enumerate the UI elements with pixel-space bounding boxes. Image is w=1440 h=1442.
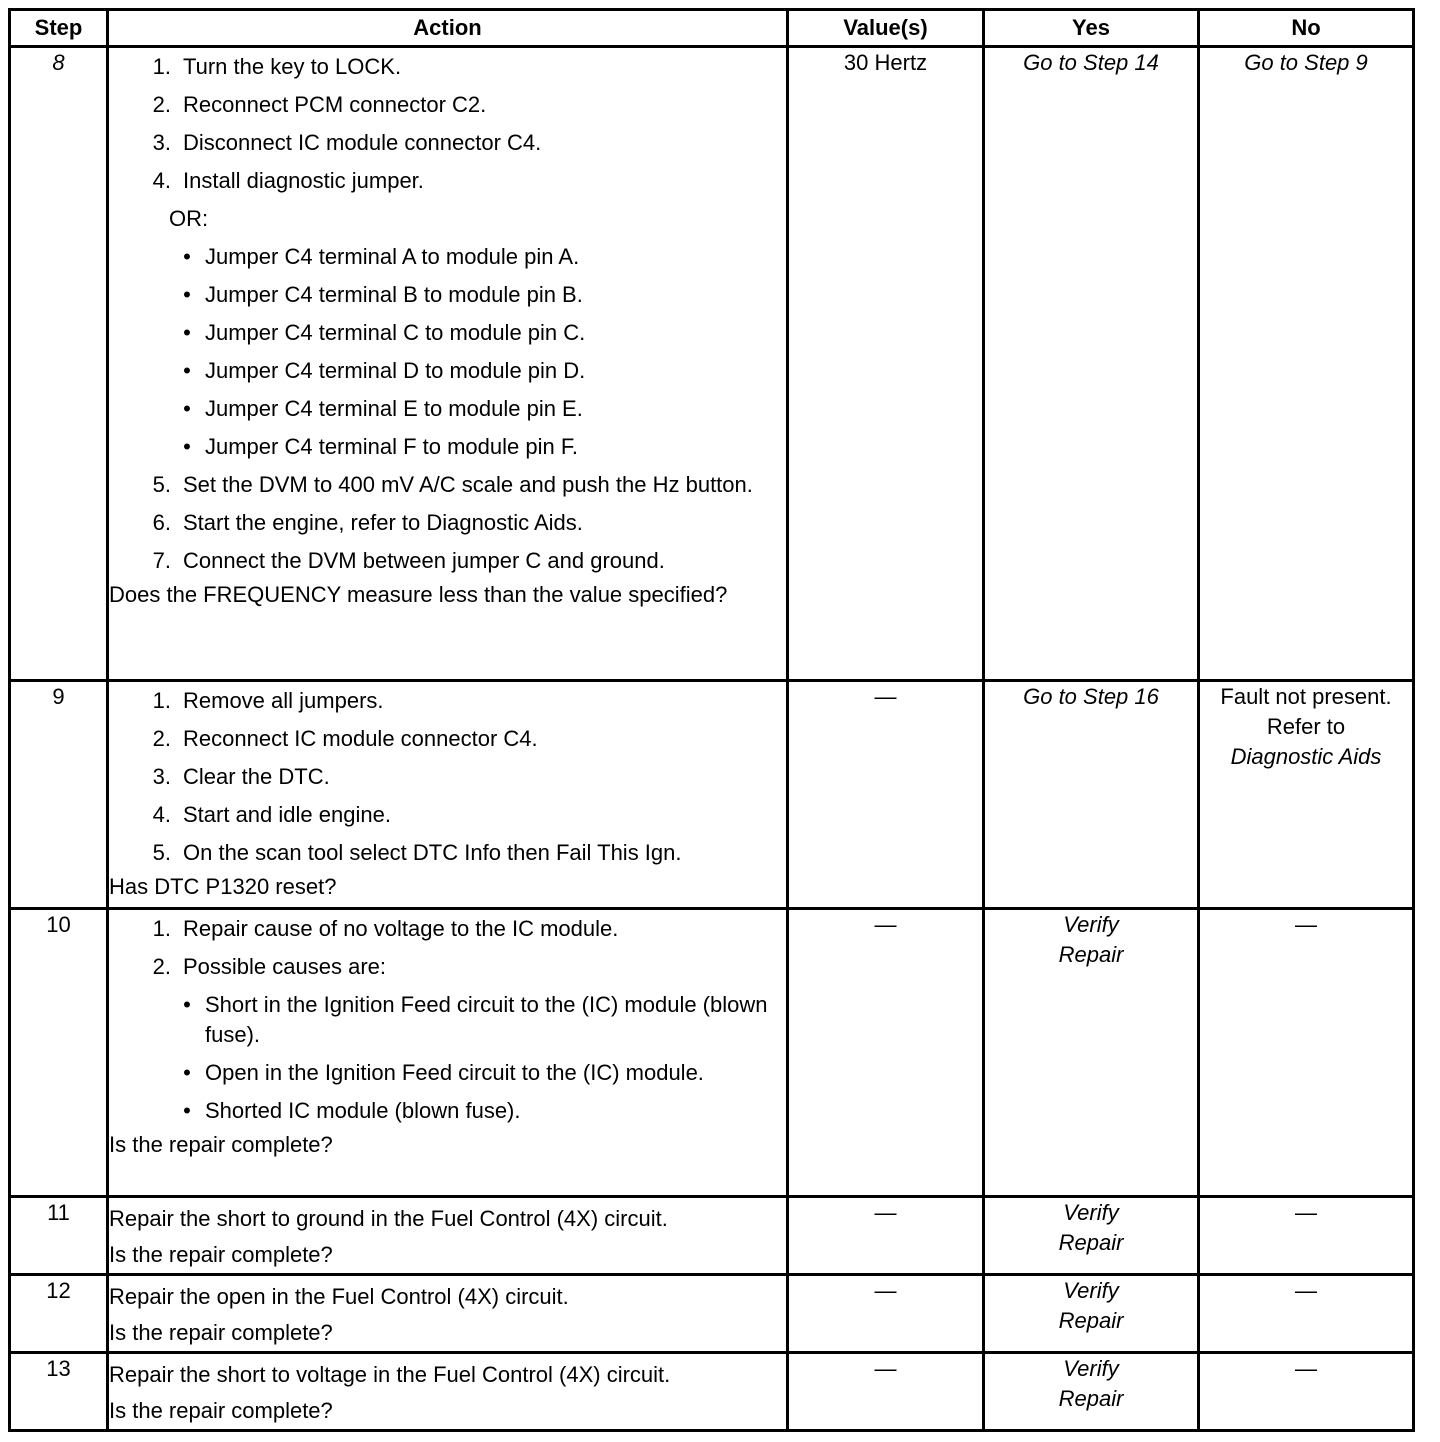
yes-cell: Go to Step 14 <box>984 47 1199 681</box>
list-item: 1. Turn the key to LOCK. <box>152 54 402 79</box>
header-row <box>10 10 1414 47</box>
yes-text-line: Verify <box>1063 1278 1119 1303</box>
bullet-item: • Jumper C4 terminal D to module pin D. <box>183 358 586 383</box>
step-number: 8 <box>10 47 108 681</box>
question: Is the repair complete? <box>109 1320 333 1345</box>
value-cell: — <box>788 1197 984 1275</box>
no-cell <box>1199 681 1414 909</box>
list-item: 2. Possible causes are: <box>152 954 386 979</box>
yes-cell: Go to Step 16 <box>984 681 1199 909</box>
table-row <box>10 681 1414 909</box>
question: Has DTC P1320 reset? <box>109 874 337 899</box>
bullet-item: • Jumper C4 terminal E to module pin E. <box>183 396 583 421</box>
yes-cell <box>984 909 1199 1197</box>
action-text: Repair the short to ground in the Fuel Control (4X) circuit. <box>109 1206 668 1231</box>
step-number: 12 <box>10 1275 108 1353</box>
bullet-item: • Jumper C4 terminal B to module pin B. <box>183 282 583 307</box>
table-row <box>10 909 1414 1197</box>
yes-cell <box>984 1275 1199 1353</box>
yes-cell <box>984 1353 1199 1431</box>
list-item: 5. Set the DVM to 400 mV A/C scale and push the Hz button. <box>152 472 753 497</box>
no-cell: Go to Step 9 <box>1199 47 1414 681</box>
bullet-item: • Shorted IC module (blown fuse). <box>183 1098 521 1123</box>
table-row <box>10 47 1414 681</box>
table-row <box>10 1275 1414 1353</box>
yes-cell <box>984 1197 1199 1275</box>
or-label: OR: <box>169 206 209 231</box>
bullet-item: • Open in the Ignition Feed circuit to the (IC) module. <box>183 1060 704 1085</box>
no-text-line: Refer to <box>1266 714 1346 739</box>
diagnostic-table <box>8 8 1415 1432</box>
yes-text-line: Repair <box>1058 1386 1124 1411</box>
bullet-item: • Jumper C4 terminal A to module pin A. <box>183 244 580 269</box>
list-item: 4. Start and idle engine. <box>152 802 391 827</box>
header-values: Value(s) <box>788 10 984 47</box>
question: Is the repair complete? <box>109 1132 333 1157</box>
table-row <box>10 1353 1414 1431</box>
action-text: Repair the short to voltage in the Fuel Control (4X) circuit. <box>109 1362 671 1387</box>
action-cell <box>108 47 788 681</box>
bullet-item: • Short in the Ignition Feed circuit to the (IC) module (blown fuse). <box>183 992 768 1047</box>
list-item: 3. Clear the DTC. <box>152 764 330 789</box>
step-number: 11 <box>10 1197 108 1275</box>
header-step: Step <box>10 10 108 47</box>
question: Is the repair complete? <box>109 1398 333 1423</box>
list-item: 2. Reconnect IC module connector C4. <box>152 726 538 751</box>
list-item: 3. Disconnect IC module connector C4. <box>152 130 542 155</box>
value-cell: — <box>788 681 984 909</box>
list-item: 5. On the scan tool select DTC Info then Fail This Ign. <box>152 840 682 865</box>
value-cell: — <box>788 909 984 1197</box>
value-cell: — <box>788 1353 984 1431</box>
list-item: 4. Install diagnostic jumper. <box>152 168 424 193</box>
yes-text-line: Verify <box>1063 1200 1119 1225</box>
no-cell: — <box>1199 1197 1414 1275</box>
list-item: 2. Reconnect PCM connector C2. <box>152 92 487 117</box>
no-cell: — <box>1199 1275 1414 1353</box>
value-cell: 30 Hertz <box>788 47 984 681</box>
list-item: 1. Repair cause of no voltage to the IC module. <box>152 916 619 941</box>
action-cell <box>108 1197 788 1275</box>
step-number: 9 <box>10 681 108 909</box>
header-no: No <box>1199 10 1414 47</box>
question: Is the repair complete? <box>109 1242 333 1267</box>
yes-text-line: Repair <box>1058 942 1124 967</box>
no-cell: — <box>1199 909 1414 1197</box>
yes-text-line: Repair <box>1058 1230 1124 1255</box>
action-cell <box>108 681 788 909</box>
action-cell <box>108 1353 788 1431</box>
yes-text-line: Verify <box>1063 912 1119 937</box>
list-item: 7. Connect the DVM between jumper C and ground. <box>152 548 665 573</box>
step-number: 13 <box>10 1353 108 1431</box>
table-row <box>10 1197 1414 1275</box>
header-yes: Yes <box>984 10 1199 47</box>
no-text-line: Fault not present. <box>1220 684 1392 709</box>
bullet-item: • Jumper C4 terminal F to module pin F. <box>183 434 578 459</box>
no-cell: — <box>1199 1353 1414 1431</box>
value-cell: — <box>788 1275 984 1353</box>
header-action: Action <box>108 10 788 47</box>
list-item: 1. Remove all jumpers. <box>152 688 384 713</box>
step-number: 10 <box>10 909 108 1197</box>
yes-text-line: Repair <box>1058 1308 1124 1333</box>
action-text: Repair the open in the Fuel Control (4X) circuit. <box>109 1284 569 1309</box>
list-item: 6. Start the engine, refer to Diagnostic Aids. <box>152 510 583 535</box>
yes-text-line: Verify <box>1063 1356 1119 1381</box>
action-cell <box>108 909 788 1197</box>
action-cell <box>108 1275 788 1353</box>
bullet-item: • Jumper C4 terminal C to module pin C. <box>183 320 586 345</box>
question: Does the FREQUENCY measure less than the value specified? <box>109 582 728 607</box>
no-text-line: Diagnostic Aids <box>1230 744 1382 769</box>
